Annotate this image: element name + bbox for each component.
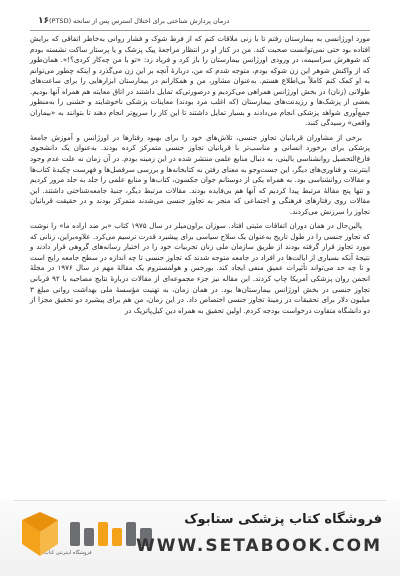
page-number: ۱۶ (38, 16, 49, 26)
paragraph-2: برخی از مشاوران قربانیان تجاوز جنسی، تلاش‌های خود را برای بهبود رفتارها در اورژانس و آموزش جامعهٔ پزشکی برای برخورد انسانی و مناسب‌تر با قربانیان تجاوز جنسی متمرکز کرده بودند. به‌عنوان یک دانشجوی فارغ‌التحصیل روانشناسی بالینی، به دنبال منابع علمی منتشر شده در این زمینه بودم. در آن زمان نه علت عدم وجود اینترنت و فناوری‌های دیگر، این جست‌وجو به معنای رفتن به کتابخانه‌ها و بررسی سرفصل‌ها و فهرست چکیدهٔ کتاب‌ها و مقالات روانشناسی بود. به همراه یکی از دوستانم جوان جکسون، کتاب‌ها و منابع علمی را جلد به جلد مرور کردیم و تنها پنج مقالهٔ مرتبط پیدا کردیم که آنها هم بی‌فایده بودند. مقالات مرتبط دیگر، جنبهٔ جامعه‌شناختی داشتند. این مقالات روی رفتارهای فرهنگی و اجتماعی که منجر به تجاوز جنسی می‌شدند متمرکز بودند و در حقیقت قربانیان تجاوز را سرزنش می‌کردند. (30, 132, 370, 216)
store-name: فروشگاه کتاب پزشکی ستابوک (184, 512, 382, 527)
paragraph-3: پالین‌حال در همان دوران اتفاقات مثبتی افتاد. سوزان براون‌میلر در سال ۱۹۷۵ کتاب «بر ضد اراده ما» را نوشت که تجاوز جنسی را در طول تاریخ به‌عنوان یک سلاح سیاسی برای پیشبرد قدرت ترسیم می‌کرد. علاوه‌براین، زنانی که مورد تجاوز قرار گرفته بودند از طریق سازمان ملی زنان تجربیات خود را در اختیار رسانه‌های گروهی قرار دادند و نتیجهٔ آنکه بسیاری از ایالت‌ها در افراد در جامعه متوجه شدند که تجاوز جنسی تا چه اندازه در سطح جامعه رایج است و تا چه حد می‌تواند تأثیرات عمیق منفی ایجاد کند. بورجس و هولمستروم یک مقالهٔ مهم در سال ۱۹۷۶ در مجلهٔ انجمن روان پزشکی آمریکا چاپ کردند. این مقاله نیز جزء مجموعه‌ای از مقالات دربارهٔ نتایج مصاحبه با ۹۲ قربانی تجاوز جنسی در بخش اورژانس بیمارستان‌ها بود. در همان زمان، به تهنیت مؤسسهٔ ملی بهداشت روانی مبلغ ۳ میلیون دلار برای تحقیقات در زمینهٔ تجاوز جنسی اختصاص داد. در این زمان، من هم برای پیشبرد دو تحقیق مجزا از دو دانشگاه متفاوت درخواست بودجه کردم. اولین تحقیق به همراه دین کیل‌پاتریک در (30, 221, 370, 315)
footer-divider (14, 500, 386, 501)
publisher-footer (0, 500, 400, 576)
running-header (30, 14, 370, 31)
paragraph-1: مورد اورژانسی به بیمارستان رفتم تا با زنی ملاقات کنم که از فرط شوک و فشار روانی به‌خاطر اتفاقی که برایش افتاده بود حتی نمی‌توانست صحبت کند. من در کنار او در انتظار مراجعهٔ پیک پزشک و یا پرستار ساکت نشسته بودم که شوهرش سراسیمه، در ورودی اورژانس بیمارستان را باز کرد و فریاد زد: «تو با من چه‌کار کردی؟!». همان‌طور که از واکنش شوهر این زن شوکه بودم، متوجه شدم که من، دربارهٔ آنچه بر این زن می‌گذرد و اینکه چطور می‌توانم به او کمک کنم کاملاً بی‌اطلاع هستم. به‌عنوان مشاور، من و همکارانم در بیمارستان ابزارهایی را برای ساعت‌های طولانی (زنان) در بخش اورژانس همراهی می‌کردیم و درصورتی‌که تمایل داشتند در اتاق معاینه هم همراه آنها بودیم. بعضی از پزشک‌ها و رزیدنت‌های بیمارستان (که اغلب مرد بودند) معاینات پزشکی ناخوشایند و خشنی را به‌منظور جمع‌آوری شواهد پزشکی انجام می‌دادند و بسیار تمایل داشتند تا این کار را سریع‌تر انجام دهند تا بتوانند به «بیماران واقعی» رسیدگی کنند. (30, 34, 370, 128)
store-url[interactable]: WWW.SETABOOK.COM (136, 536, 382, 556)
logo-caption: فروشگاه اینترنتی کتاب (44, 550, 92, 556)
running-title: درمان پردازش شناختی برای اختلال استرس پس از سانحه (PTSD) (49, 17, 230, 25)
body-text (30, 34, 370, 320)
